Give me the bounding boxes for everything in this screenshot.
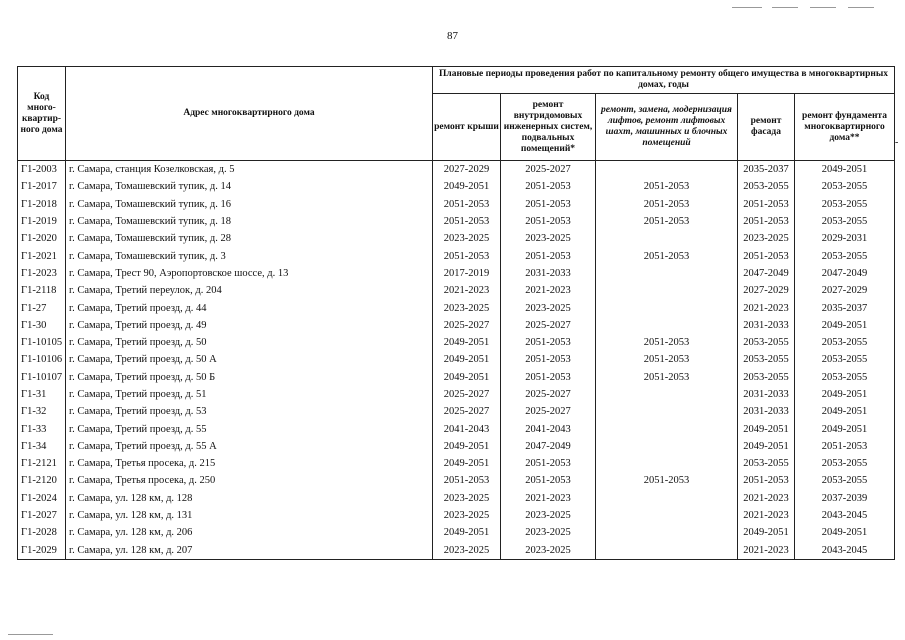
- cell-address: г. Самара, Третий проезд, д. 44: [66, 299, 433, 316]
- header-code: Код много-квартир-ного дома: [18, 67, 66, 161]
- cell-engineering: 2051-2053: [501, 472, 596, 489]
- cell-lifts: [596, 542, 738, 560]
- header-periods-group: Плановые периоды проведения работ по капитальному ремонту общего имущества в многоквартирных домах, годы: [433, 67, 895, 94]
- cell-foundation: 2049-2051: [795, 524, 895, 541]
- cell-roof: 2049-2051: [433, 369, 501, 386]
- cell-lifts: [596, 299, 738, 316]
- cell-address: г. Самара, Томашевский тупик, д. 14: [66, 178, 433, 195]
- cell-address: г. Самара, ул. 128 км, д. 128: [66, 490, 433, 507]
- cell-roof: 2051-2053: [433, 213, 501, 230]
- cell-roof: 2041-2043: [433, 420, 501, 437]
- cell-code: Г1-32: [18, 403, 66, 420]
- cell-facade: 2049-2051: [738, 420, 795, 437]
- cell-roof: 2049-2051: [433, 455, 501, 472]
- cell-code: Г1-2003: [18, 161, 66, 179]
- cell-address: г. Самара, Третий проезд, д. 55: [66, 420, 433, 437]
- cell-address: г. Самара, Томашевский тупик, д. 3: [66, 247, 433, 264]
- cell-address: г. Самара, Третий проезд, д. 50 А: [66, 351, 433, 368]
- cell-lifts: [596, 438, 738, 455]
- cell-facade: 2031-2033: [738, 403, 795, 420]
- cell-lifts: [596, 420, 738, 437]
- cell-engineering: 2023-2025: [501, 299, 596, 316]
- table-row: [18, 403, 895, 420]
- cell-facade: 2023-2025: [738, 230, 795, 247]
- page-number: 87: [447, 30, 458, 42]
- cell-foundation: 2053-2055: [795, 196, 895, 213]
- header-engineering: ремонт внутридомовых инженерных систем, подвальных помещений*: [501, 94, 596, 161]
- cell-roof: 2051-2053: [433, 196, 501, 213]
- table-row: [18, 524, 895, 541]
- cell-roof: 2023-2025: [433, 230, 501, 247]
- cell-lifts: [596, 230, 738, 247]
- cell-roof: 2017-2019: [433, 265, 501, 282]
- cell-foundation: 2053-2055: [795, 213, 895, 230]
- cell-code: Г1-10107: [18, 369, 66, 386]
- bottom-scan-line: [8, 634, 53, 635]
- cell-lifts: 2051-2053: [596, 196, 738, 213]
- cell-facade: 2031-2033: [738, 317, 795, 334]
- cell-foundation: 2047-2049: [795, 265, 895, 282]
- table-row: [18, 386, 895, 403]
- cell-address: г. Самара, Третья просека, д. 250: [66, 472, 433, 489]
- cell-facade: 2051-2053: [738, 213, 795, 230]
- cell-engineering: 2023-2025: [501, 230, 596, 247]
- cell-code: Г1-2024: [18, 490, 66, 507]
- cell-engineering: 2051-2053: [501, 369, 596, 386]
- cell-facade: 2021-2023: [738, 507, 795, 524]
- cell-engineering: 2041-2043: [501, 420, 596, 437]
- cell-address: г. Самара, Третий проезд, д. 55 А: [66, 438, 433, 455]
- cell-code: Г1-2028: [18, 524, 66, 541]
- cell-facade: 2021-2023: [738, 299, 795, 316]
- cell-code: Г1-10106: [18, 351, 66, 368]
- cell-engineering: 2051-2053: [501, 213, 596, 230]
- table-row: [18, 420, 895, 437]
- cell-facade: 2035-2037: [738, 161, 795, 179]
- cell-roof: 2025-2027: [433, 386, 501, 403]
- header-address: Адрес многоквартирного дома: [66, 67, 433, 161]
- cell-code: Г1-2120: [18, 472, 66, 489]
- cell-facade: 2051-2053: [738, 472, 795, 489]
- cell-address: г. Самара, Томашевский тупик, д. 16: [66, 196, 433, 213]
- cell-address: г. Самара, Третья просека, д. 215: [66, 455, 433, 472]
- cell-foundation: 2049-2051: [795, 386, 895, 403]
- cell-facade: 2027-2029: [738, 282, 795, 299]
- cell-address: г. Самара, Томашевский тупик, д. 18: [66, 213, 433, 230]
- table-row: [18, 334, 895, 351]
- margin-mark: -: [895, 137, 899, 148]
- cell-lifts: 2051-2053: [596, 247, 738, 264]
- table-row: [18, 472, 895, 489]
- cell-lifts: 2051-2053: [596, 472, 738, 489]
- cell-engineering: 2023-2025: [501, 542, 596, 560]
- cell-foundation: 2053-2055: [795, 472, 895, 489]
- table-row: [18, 507, 895, 524]
- cell-foundation: 2029-2031: [795, 230, 895, 247]
- cell-lifts: [596, 403, 738, 420]
- cell-code: Г1-10105: [18, 334, 66, 351]
- cell-facade: 2053-2055: [738, 351, 795, 368]
- cell-engineering: 2047-2049: [501, 438, 596, 455]
- cell-foundation: 2037-2039: [795, 490, 895, 507]
- cell-code: Г1-2017: [18, 178, 66, 195]
- cell-lifts: [596, 455, 738, 472]
- cell-facade: 2049-2051: [738, 524, 795, 541]
- cell-lifts: [596, 282, 738, 299]
- cell-code: Г1-2021: [18, 247, 66, 264]
- cell-engineering: 2025-2027: [501, 317, 596, 334]
- cell-roof: 2023-2025: [433, 542, 501, 560]
- table-row: [18, 299, 895, 316]
- cell-facade: 2049-2051: [738, 438, 795, 455]
- cell-facade: 2053-2055: [738, 369, 795, 386]
- cell-code: Г1-2027: [18, 507, 66, 524]
- cell-address: г. Самара, Третий проезд, д. 50 Б: [66, 369, 433, 386]
- cell-address: г. Самара, Третий проезд, д. 53: [66, 403, 433, 420]
- cell-foundation: 2035-2037: [795, 299, 895, 316]
- cell-roof: 2049-2051: [433, 351, 501, 368]
- cell-facade: 2021-2023: [738, 542, 795, 560]
- cell-foundation: 2043-2045: [795, 542, 895, 560]
- cell-foundation: 2043-2045: [795, 507, 895, 524]
- header-foundation: ремонт фундамента многоквартирного дома**: [795, 94, 895, 161]
- cell-lifts: [596, 265, 738, 282]
- header-lifts: ремонт, замена, модернизация лифтов, ремонт лифтовых шахт, машинных и блочных помещений: [596, 94, 738, 161]
- cell-roof: 2021-2023: [433, 282, 501, 299]
- cell-code: Г1-27: [18, 299, 66, 316]
- table-row: [18, 369, 895, 386]
- cell-engineering: 2025-2027: [501, 161, 596, 179]
- table-row: [18, 542, 895, 560]
- header-facade: ремонт фасада: [738, 94, 795, 161]
- cell-code: Г1-34: [18, 438, 66, 455]
- cell-lifts: [596, 317, 738, 334]
- top-scan-line: [810, 7, 836, 8]
- cell-foundation: 2053-2055: [795, 178, 895, 195]
- cell-roof: 2049-2051: [433, 178, 501, 195]
- cell-foundation: 2053-2055: [795, 369, 895, 386]
- cell-engineering: 2051-2053: [501, 178, 596, 195]
- cell-roof: 2023-2025: [433, 507, 501, 524]
- table-row: [18, 351, 895, 368]
- cell-foundation: 2049-2051: [795, 161, 895, 179]
- cell-engineering: 2023-2025: [501, 507, 596, 524]
- cell-roof: 2049-2051: [433, 334, 501, 351]
- cell-facade: 2053-2055: [738, 178, 795, 195]
- cell-code: Г1-2018: [18, 196, 66, 213]
- cell-facade: 2053-2055: [738, 334, 795, 351]
- cell-code: Г1-2121: [18, 455, 66, 472]
- cell-lifts: [596, 386, 738, 403]
- table-body: [18, 161, 895, 560]
- cell-code: Г1-31: [18, 386, 66, 403]
- cell-address: г. Самара, Третий проезд, д. 50: [66, 334, 433, 351]
- cell-code: Г1-2029: [18, 542, 66, 560]
- table-row: [18, 161, 895, 179]
- cell-lifts: 2051-2053: [596, 351, 738, 368]
- cell-foundation: 2053-2055: [795, 455, 895, 472]
- table-row: [18, 265, 895, 282]
- table-row: [18, 317, 895, 334]
- cell-roof: 2023-2025: [433, 299, 501, 316]
- top-scan-line: [772, 7, 798, 8]
- cell-facade: 2031-2033: [738, 386, 795, 403]
- table-row: [18, 247, 895, 264]
- cell-address: г. Самара, станция Козелковская, д. 5: [66, 161, 433, 179]
- cell-foundation: 2049-2051: [795, 420, 895, 437]
- cell-lifts: 2051-2053: [596, 369, 738, 386]
- cell-facade: 2051-2053: [738, 196, 795, 213]
- cell-facade: 2053-2055: [738, 455, 795, 472]
- cell-code: Г1-2023: [18, 265, 66, 282]
- cell-foundation: 2049-2051: [795, 317, 895, 334]
- cell-address: г. Самара, Третий проезд, д. 51: [66, 386, 433, 403]
- cell-engineering: 2051-2053: [501, 351, 596, 368]
- cell-engineering: 2051-2053: [501, 334, 596, 351]
- cell-roof: 2027-2029: [433, 161, 501, 179]
- table-row: [18, 213, 895, 230]
- cell-roof: 2025-2027: [433, 317, 501, 334]
- cell-engineering: 2025-2027: [501, 403, 596, 420]
- cell-foundation: 2049-2051: [795, 403, 895, 420]
- cell-address: г. Самара, Трест 90, Аэропортовское шоссе, д. 13: [66, 265, 433, 282]
- cell-roof: 2023-2025: [433, 490, 501, 507]
- cell-lifts: [596, 507, 738, 524]
- cell-engineering: 2021-2023: [501, 282, 596, 299]
- cell-engineering: 2031-2033: [501, 265, 596, 282]
- cell-engineering: 2051-2053: [501, 455, 596, 472]
- cell-roof: 2051-2053: [433, 247, 501, 264]
- cell-address: г. Самара, Третий переулок, д. 204: [66, 282, 433, 299]
- cell-roof: 2025-2027: [433, 403, 501, 420]
- table-row: [18, 178, 895, 195]
- cell-address: г. Самара, ул. 128 км, д. 131: [66, 507, 433, 524]
- cell-foundation: 2053-2055: [795, 351, 895, 368]
- cell-lifts: 2051-2053: [596, 178, 738, 195]
- cell-lifts: 2051-2053: [596, 213, 738, 230]
- cell-foundation: 2027-2029: [795, 282, 895, 299]
- cell-engineering: 2051-2053: [501, 196, 596, 213]
- cell-address: г. Самара, ул. 128 км, д. 206: [66, 524, 433, 541]
- cell-address: г. Самара, Томашевский тупик, д. 28: [66, 230, 433, 247]
- top-scan-line: [732, 7, 762, 8]
- table-row: [18, 230, 895, 247]
- table-row: [18, 490, 895, 507]
- cell-lifts: [596, 524, 738, 541]
- cell-facade: 2021-2023: [738, 490, 795, 507]
- table-row: [18, 282, 895, 299]
- table-row: [18, 196, 895, 213]
- capital-repair-table: [17, 66, 895, 560]
- cell-foundation: 2053-2055: [795, 247, 895, 264]
- table-row: [18, 455, 895, 472]
- cell-roof: 2049-2051: [433, 438, 501, 455]
- cell-lifts: [596, 490, 738, 507]
- cell-engineering: 2025-2027: [501, 386, 596, 403]
- cell-code: Г1-2118: [18, 282, 66, 299]
- cell-lifts: [596, 161, 738, 179]
- cell-address: г. Самара, Третий проезд, д. 49: [66, 317, 433, 334]
- header-roof: ремонт крыши: [433, 94, 501, 161]
- cell-foundation: 2051-2053: [795, 438, 895, 455]
- cell-facade: 2047-2049: [738, 265, 795, 282]
- cell-code: Г1-33: [18, 420, 66, 437]
- cell-code: Г1-2020: [18, 230, 66, 247]
- cell-engineering: 2023-2025: [501, 524, 596, 541]
- cell-roof: 2051-2053: [433, 472, 501, 489]
- table-row: [18, 438, 895, 455]
- top-scan-line: [848, 7, 874, 8]
- cell-engineering: 2051-2053: [501, 247, 596, 264]
- cell-engineering: 2021-2023: [501, 490, 596, 507]
- cell-address: г. Самара, ул. 128 км, д. 207: [66, 542, 433, 560]
- cell-code: Г1-2019: [18, 213, 66, 230]
- cell-foundation: 2053-2055: [795, 334, 895, 351]
- cell-code: Г1-30: [18, 317, 66, 334]
- cell-facade: 2051-2053: [738, 247, 795, 264]
- cell-roof: 2049-2051: [433, 524, 501, 541]
- cell-lifts: 2051-2053: [596, 334, 738, 351]
